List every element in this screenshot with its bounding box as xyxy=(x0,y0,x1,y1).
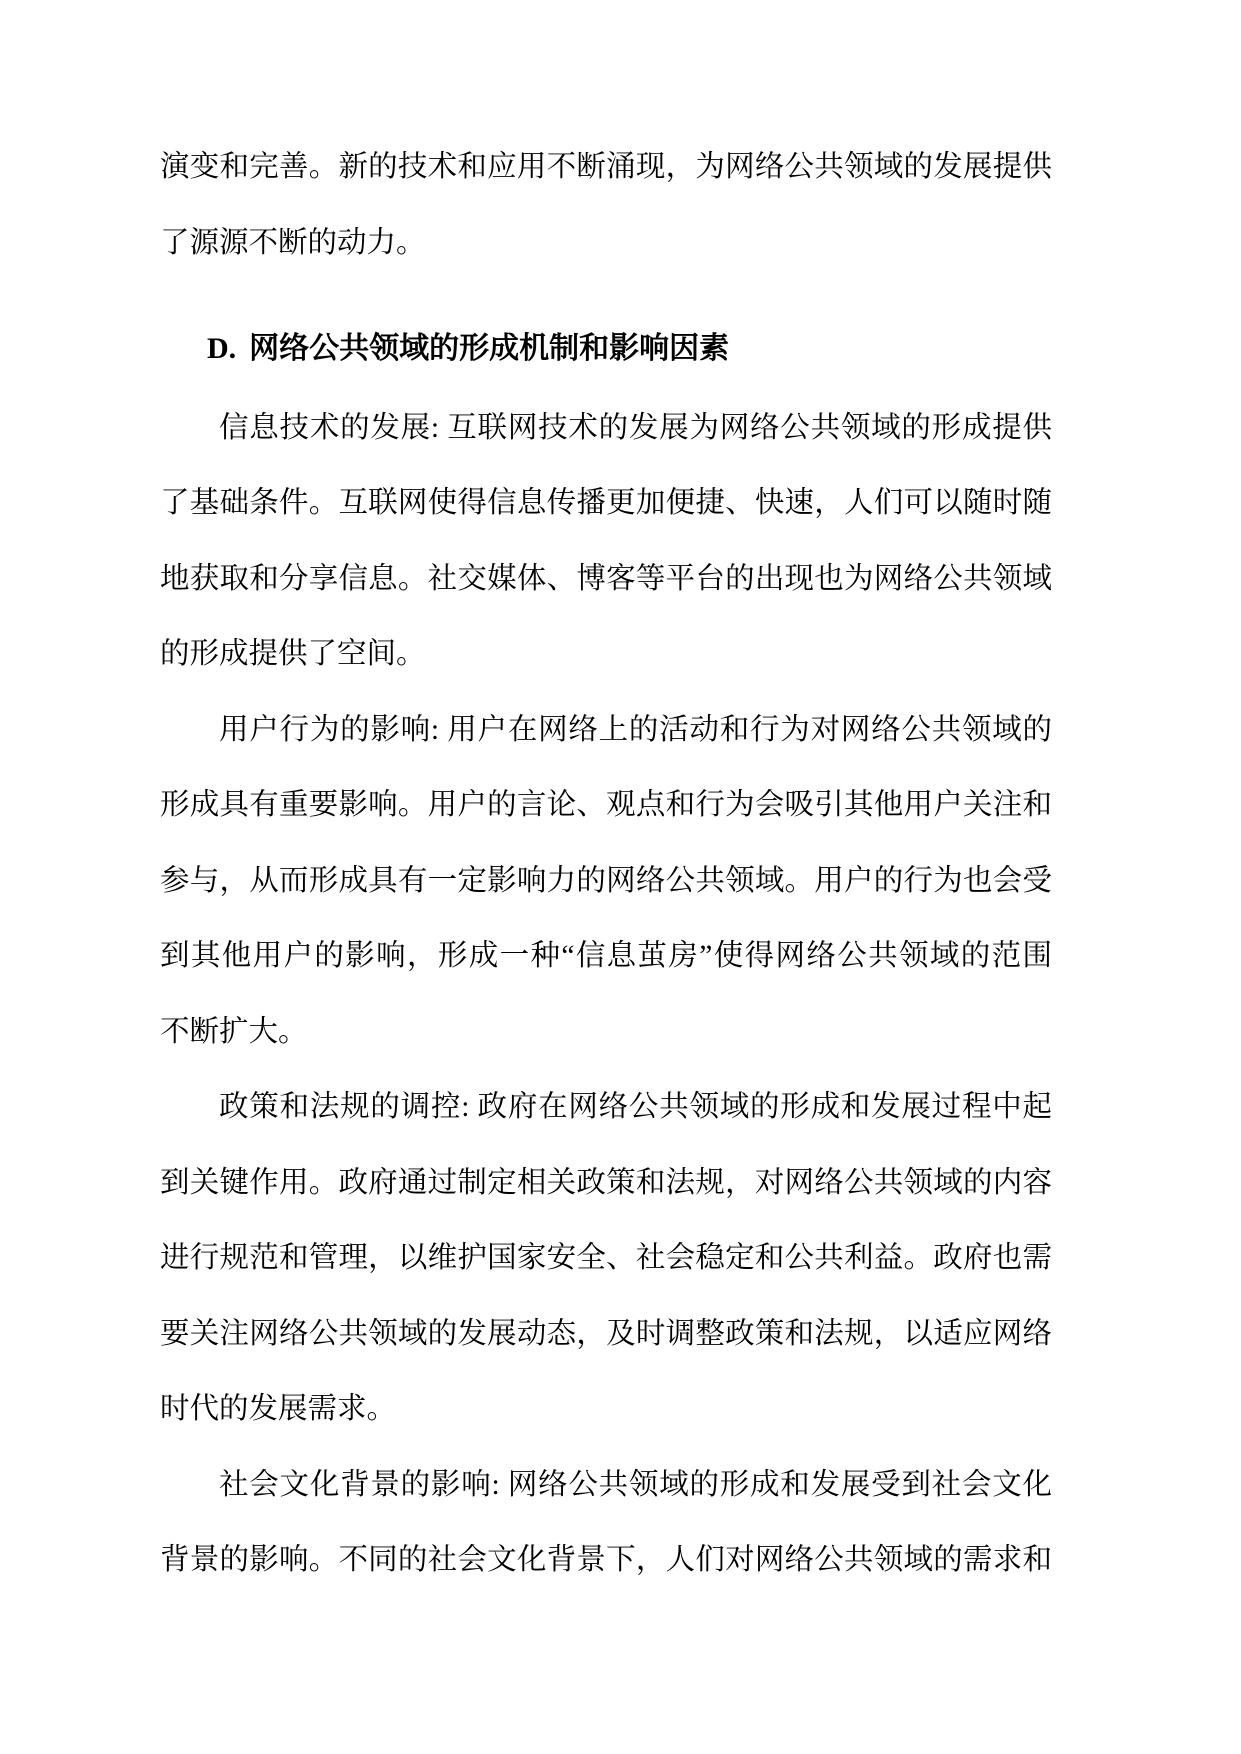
text-line: 用户行为的影响: 用户在网络上的活动和行为对网络公共领域的 xyxy=(219,713,1052,746)
text-line: 政策和法规的调控: 政府在网络公共领域的形成和发展过程中起 xyxy=(219,1091,1052,1123)
text-line: 地获取和分享信息。社交媒体、博客等平台的出现也为网络公共领域 xyxy=(160,562,1052,595)
text-line: 了基础条件。互联网使得信息传播更加便捷、快速，人们可以随时随 xyxy=(160,487,1052,519)
text-line: 参与，从而形成具有一定影响力的网络公共领域。用户的行为也会受 xyxy=(160,864,1052,897)
text-line: 了源源不断的动力。 xyxy=(160,226,426,259)
text-line: 到其他用户的影响，形成一种“信息茧房”使得网络公共领域的范围 xyxy=(160,940,1052,972)
text-line: 的形成提供了空间。 xyxy=(160,638,426,670)
document-content xyxy=(160,130,1052,1599)
paragraph-intro-continuation xyxy=(160,130,1052,281)
paragraph-policy-regulation xyxy=(160,1070,1052,1448)
text-line: 要关注网络公共领域的发展动态，及时调整政策和法规，以适应网络 xyxy=(160,1317,1052,1350)
text-line: 演变和完善。新的技术和应用不断涌现，为网络公共领域的发展提供 xyxy=(160,151,1052,183)
section-heading-number: D. xyxy=(207,332,237,365)
section-heading-title: 网络公共领域的形成机制和影响因素 xyxy=(249,332,730,365)
text-line: 形成具有重要影响。用户的言论、观点和行为会吸引其他用户关注和 xyxy=(160,789,1052,821)
text-line: 背景的影响。不同的社会文化背景下，人们对网络公共领域的需求和 xyxy=(160,1544,1052,1576)
text-line: 时代的发展需求。 xyxy=(160,1393,397,1425)
text-line: 到关键作用。政府通过制定相关政策和法规，对网络公共领域的内容 xyxy=(160,1166,1052,1199)
text-line: 进行规范和管理，以维护国家安全、社会稳定和公共利益。政府也需 xyxy=(160,1242,1052,1274)
text-line: 社会文化背景的影响: 网络公共领域的形成和发展受到社会文化 xyxy=(219,1468,1052,1501)
paragraph-information-technology xyxy=(160,391,1052,693)
section-heading xyxy=(207,311,1052,387)
text-line: 不断扩大。 xyxy=(160,1015,308,1048)
paragraph-social-culture xyxy=(160,1448,1052,1599)
text-line: 信息技术的发展: 互联网技术的发展为网络公共领域的形成提供 xyxy=(219,411,1052,444)
paragraph-user-behavior xyxy=(160,693,1052,1071)
